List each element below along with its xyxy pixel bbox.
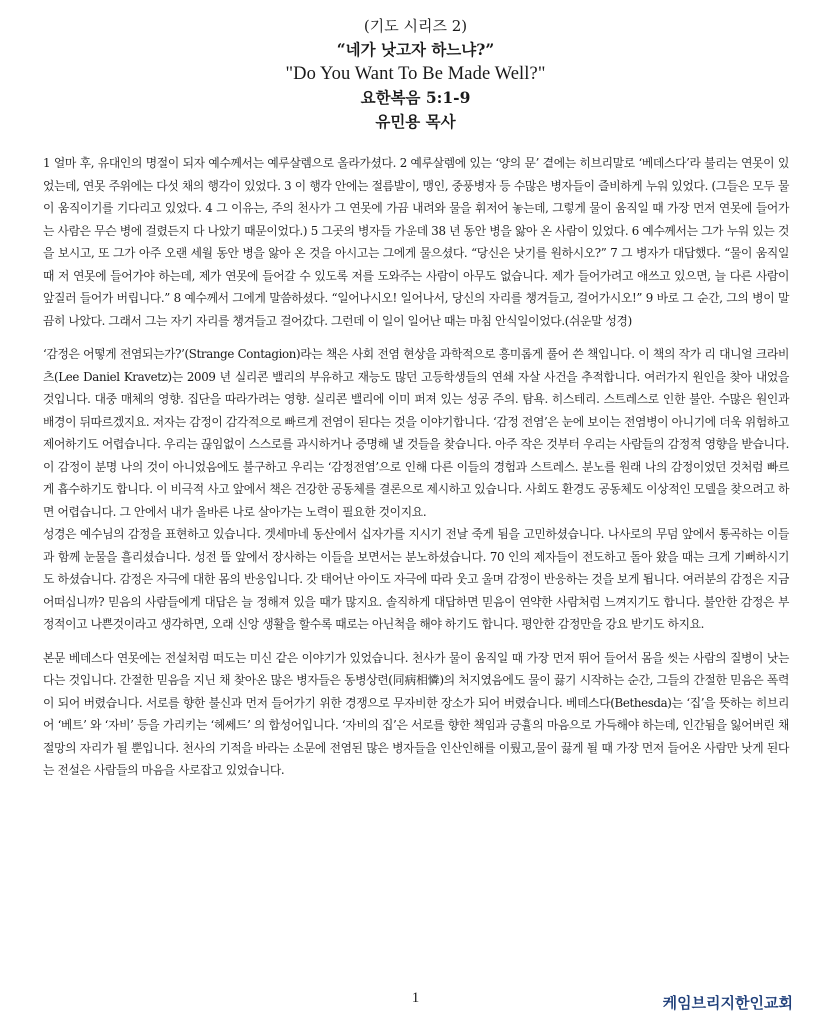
page-number: 1 <box>411 990 420 1006</box>
body-paragraph: 성경은 예수님의 감정을 표현하고 있습니다. 겟세마네 동산에서 십자가를 지시기 전날 죽게 됨을 고민하셨습니다. 나사로의 무덤 앞에서 통곡하는 이들과 함께 눈물을 흘리셨습니다. 성전 뜰 앞에서 장사하는 이들을 보면서는 분노하셨습니다. 70 인의 제자들이 전도하고 돌아 왔을 때는 크게 기뻐하시기도 하셨습니다. 감정은 자극에 대한 몸의 반응입니다. 갓 태어난 아이도 자극에 따라 웃고 울며 감정이 반응하는 것을 보게 됩니다. 여러분의 감정은 지금 어떠십니까? 믿음의 사람들에게 대답은 늘 정해져 있을 때가 많지요. 솔직하게 대답하면 믿음이 연약한 사람처럼 느껴지기도 합니다. 불안한 감정은 부정적이고 나쁜것이라고 생각하면, 오래 신앙 생활을 할수록 때로는 아닌척을 해야 하기도 합니다. 평안한 감정만을 강요 받기도 하지요. <box>43 527 789 631</box>
series-label: (기도 시리즈 2) <box>363 17 468 35</box>
sermon-header <box>0 14 831 134</box>
preacher-name: 유민용 목사 <box>375 112 456 131</box>
title-english: "Do You Want To Be Made Well?" <box>285 64 546 84</box>
scripture-passage: 1 얼마 후, 유대인의 명절이 되자 예수께서는 예루살렘으로 올라가셨다. 2 예루살렘에 있는 ‘양의 문’ 곁에는 히브리말로 ‘베데스다’라 불리는 연못이 있었는데, 연못 주위에는 다섯 채의 행각이 있었다. 3 이 행각 안에는 절름발이, 맹인, 중풍병자 등 수많은 병자들이 즐비하게 누워 있었다. (그들은 모두 물이 움직이기를 기다리고 있었다. 4 그 이유는, 주의 천사가 그 연못에 가끔 내려와 물을 휘저어 놓는데, 그렇게 물이 움직일 때 가장 먼저 연못에 들어가는 사람은 무슨 병에 걸렸든지 다 나았기 때문이었다.) 5 그곳의 병자들 가운데 38 년 동안 병을 앓아 온 사람이 있었다. 6 예수께서는 그가 누워 있는 것을 보시고, 또 그가 아주 오랜 세월 동안 병을 앓아 온 것을 아시고는 그에게 물으셨다. “당신은 낫기를 원하시오?” 7 그 병자가 대답했다. “물이 움직일 때 저 연못에 들어가야 하는데, 제가 연못에 들어갈 수 있도록 저를 도와주는 사람이 아무도 없습니다. 제가 들어가려고 애쓰고 있으면, 늘 다른 사람이 앞질러 들어가 버립니다.” 8 예수께서 그에게 말씀하셨다. “일어나시오! 일어나서, 당신의 자리를 챙겨들고, 걸어가시오!” 9 바로 그 순간, 그의 병이 말끔히 나았다. 그래서 그는 자기 자리를 챙겨들고 걸어갔다. 그런데 이 일이 일어난 때는 마침 안식일이었다.(쉬운말 성경) <box>43 156 789 328</box>
sermon-body <box>43 152 789 793</box>
scripture-reference: 요한복음 5:1-9 <box>360 88 471 107</box>
body-paragraph: ‘감정은 어떻게 전염되는가?’(Strange Contagion)라는 책은 사회 전염 현상을 과학적으로 흥미롭게 풀어 쓴 책입니다. 이 책의 작가 리 대니얼 크라비츠(Lee Daniel Kravetz)는 2009 년 실리콘 밸리의 부유하고 재능도 많던 고등학생들의 연쇄 자살 사건을 추적합니다. 여러가지 원인을 찾아 내었을 것입니다. 대중 매체의 영향. 집단을 따라가려는 영향. 실리콘 밸리에 이미 퍼져 있는 성공 주의. 탐욕. 히스테리. 스트레스로 인한 불안. 수많은 원인과 배경이 뒤따르겠지요. 저자는 감정이 감각적으로 빠르게 전염이 된다는 것을 이야기합니다. ‘감정 전염’은 눈에 보이는 전염병이 아니기에 더욱 위험하고 제어하기도 어렵습니다. 우리는 끊임없이 스스로를 과시하거나 증명해 낼 것들을 찾습니다. 아주 작은 것부터 우리는 사람들의 감정적 영향을 받습니다. 이 감정이 분명 나의 것이 아니었음에도 불구하고 우리는 ‘감정전염’으로 인해 다른 이들의 경험과 스트레스. 분노를 원래 나의 감정이었던 것처럼 빠르게 흡수하기도 합니다. 이 비극적 사고 앞에서 책은 건강한 공동체를 결론으로 제시하고 있습니다. 사회도 환경도 공동체도 이상적인 모델을 찾으려고 하면 어렵습니다. 그 안에서 내가 올바른 나로 살아가는 노력이 필요한 것이지요. <box>43 347 789 519</box>
church-name: 케임브리지한인교회 <box>662 994 793 1012</box>
title-korean: “네가 낫고자 하느냐?” <box>336 40 495 59</box>
body-paragraph: 본문 베데스다 연못에는 전설처럼 떠도는 미신 같은 이야기가 있었습니다. 천사가 물이 움직일 때 가장 먼저 뛰어 들어서 몸을 씻는 사람의 질병이 낫는다는 것입니다. 간절한 믿음을 지닌 채 찾아온 많은 병자들은 동병상련(同病相憐)의 처지였음에도 물이 끓기 시작하는 순간, 그들의 간절한 믿음은 폭력이 되어 버렸습니다. 서로를 향한 불신과 먼저 들어가기 위한 경쟁으로 무자비한 장소가 되어 버렸습니다. 베데스다(Bethesda)는 ‘집’을 뜻하는 히브리어 ‘베트’ 와 ‘자비’ 등을 가리키는 ‘헤쎄드’ 의 합성어입니다. ‘자비의 집’은 서로를 향한 책임과 긍휼의 마음으로 가득해야 하는데, 인간됨을 잃어버린 채 절망의 자리가 될 뿐입니다. 천사의 기적을 바라는 소문에 전염된 많은 병자들을 인산인해를 이뤘고,물이 끓게 될 때 가장 먼저 들어온 사람만 낫게 된다는 전설은 사람들의 마음을 사로잡고 있었습니다. <box>43 650 790 777</box>
